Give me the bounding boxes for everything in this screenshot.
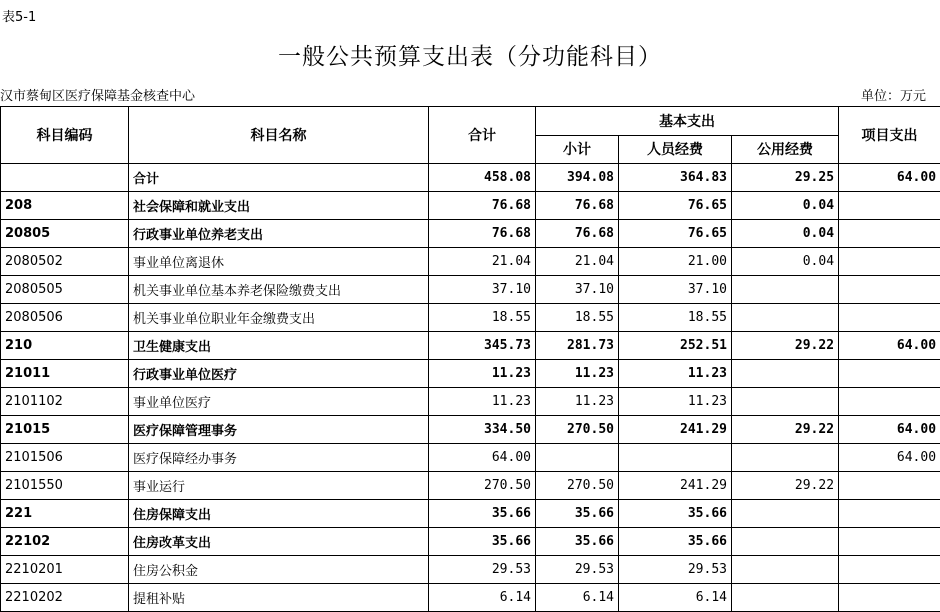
cell-code: 2101506	[1, 444, 129, 472]
unit-name: 汉市蔡甸区医疗保障基金核查中心	[0, 85, 195, 104]
cell-public	[732, 444, 839, 472]
cell-name: 医疗保障管理事务	[129, 416, 429, 444]
cell-public	[732, 276, 839, 304]
table-row	[1, 388, 940, 416]
cell-subtotal: 18.55	[536, 304, 619, 332]
cell-public	[732, 556, 839, 584]
header-subtotal: 小计	[536, 135, 619, 164]
cell-total: 458.08	[429, 164, 536, 192]
cell-code: 2101102	[1, 388, 129, 416]
cell-personnel: 11.23	[619, 388, 732, 416]
cell-personnel: 11.23	[619, 360, 732, 388]
table-row	[1, 528, 940, 556]
cell-total: 11.23	[429, 360, 536, 388]
cell-name: 住房改革支出	[129, 528, 429, 556]
table-row	[1, 360, 940, 388]
cell-project	[839, 584, 940, 612]
unit-label: 单位：万元	[861, 85, 926, 104]
header-name: 科目名称	[129, 107, 429, 164]
cell-public: 29.25	[732, 164, 839, 192]
cell-project: 64.00	[839, 164, 940, 192]
cell-total: 270.50	[429, 472, 536, 500]
cell-total: 18.55	[429, 304, 536, 332]
cell-personnel: 252.51	[619, 332, 732, 360]
cell-personnel	[619, 444, 732, 472]
table-row	[1, 500, 940, 528]
cell-name: 社会保障和就业支出	[129, 192, 429, 220]
cell-total: 334.50	[429, 416, 536, 444]
table-row	[1, 556, 940, 584]
cell-public	[732, 584, 839, 612]
cell-subtotal: 270.50	[536, 416, 619, 444]
cell-personnel: 35.66	[619, 500, 732, 528]
table-row	[1, 248, 940, 276]
table-row	[1, 444, 940, 472]
header-basic: 基本支出	[536, 107, 839, 136]
header-total: 合计	[429, 107, 536, 164]
cell-project	[839, 360, 940, 388]
cell-subtotal: 11.23	[536, 388, 619, 416]
cell-subtotal: 281.73	[536, 332, 619, 360]
cell-name: 机关事业单位职业年金缴费支出	[129, 304, 429, 332]
cell-personnel: 37.10	[619, 276, 732, 304]
cell-code: 210	[1, 332, 129, 360]
table-row	[1, 164, 940, 192]
cell-project	[839, 556, 940, 584]
cell-name: 医疗保障经办事务	[129, 444, 429, 472]
cell-public	[732, 304, 839, 332]
cell-subtotal: 76.68	[536, 192, 619, 220]
cell-public: 29.22	[732, 332, 839, 360]
cell-name: 提租补贴	[129, 584, 429, 612]
table-row	[1, 584, 940, 612]
table-body	[1, 164, 940, 612]
cell-subtotal: 11.23	[536, 360, 619, 388]
table-row	[1, 416, 940, 444]
cell-code: 2080506	[1, 304, 129, 332]
cell-name: 卫生健康支出	[129, 332, 429, 360]
cell-total: 76.68	[429, 192, 536, 220]
cell-project	[839, 192, 940, 220]
cell-total: 76.68	[429, 220, 536, 248]
cell-personnel: 76.65	[619, 220, 732, 248]
cell-project	[839, 276, 940, 304]
table-row	[1, 472, 940, 500]
cell-project	[839, 248, 940, 276]
cell-code: 2080505	[1, 276, 129, 304]
cell-public: 0.04	[732, 248, 839, 276]
cell-code: 20805	[1, 220, 129, 248]
cell-code: 2080502	[1, 248, 129, 276]
cell-total: 11.23	[429, 388, 536, 416]
cell-name: 行政事业单位医疗	[129, 360, 429, 388]
cell-subtotal: 6.14	[536, 584, 619, 612]
cell-project	[839, 220, 940, 248]
cell-subtotal: 37.10	[536, 276, 619, 304]
cell-project	[839, 500, 940, 528]
table-row	[1, 332, 940, 360]
cell-public	[732, 360, 839, 388]
cell-public	[732, 500, 839, 528]
cell-subtotal: 35.66	[536, 500, 619, 528]
cell-name: 住房保障支出	[129, 500, 429, 528]
cell-code: 2101550	[1, 472, 129, 500]
cell-personnel: 76.65	[619, 192, 732, 220]
cell-code: 21015	[1, 416, 129, 444]
cell-total: 345.73	[429, 332, 536, 360]
cell-subtotal: 35.66	[536, 528, 619, 556]
cell-code: 22102	[1, 528, 129, 556]
cell-name: 事业单位离退休	[129, 248, 429, 276]
table-row	[1, 220, 940, 248]
cell-personnel: 364.83	[619, 164, 732, 192]
cell-personnel: 18.55	[619, 304, 732, 332]
cell-name: 行政事业单位养老支出	[129, 220, 429, 248]
cell-subtotal: 21.04	[536, 248, 619, 276]
cell-project	[839, 388, 940, 416]
cell-name: 事业运行	[129, 472, 429, 500]
cell-subtotal: 76.68	[536, 220, 619, 248]
cell-personnel: 21.00	[619, 248, 732, 276]
cell-subtotal: 29.53	[536, 556, 619, 584]
header-personnel: 人员经费	[619, 135, 732, 164]
cell-project	[839, 304, 940, 332]
table-row	[1, 304, 940, 332]
cell-total: 35.66	[429, 500, 536, 528]
cell-project	[839, 472, 940, 500]
cell-code: 21011	[1, 360, 129, 388]
cell-code: 208	[1, 192, 129, 220]
cell-total: 64.00	[429, 444, 536, 472]
cell-subtotal: 270.50	[536, 472, 619, 500]
cell-subtotal	[536, 444, 619, 472]
cell-code: 221	[1, 500, 129, 528]
cell-total: 21.04	[429, 248, 536, 276]
cell-name: 合计	[129, 164, 429, 192]
header-project: 项目支出	[839, 107, 940, 164]
cell-subtotal: 394.08	[536, 164, 619, 192]
cell-project: 64.00	[839, 444, 940, 472]
cell-personnel: 6.14	[619, 584, 732, 612]
header-public: 公用经费	[732, 135, 839, 164]
cell-personnel: 29.53	[619, 556, 732, 584]
table-row	[1, 192, 940, 220]
cell-total: 37.10	[429, 276, 536, 304]
cell-project	[839, 528, 940, 556]
cell-personnel: 35.66	[619, 528, 732, 556]
table-row	[1, 276, 940, 304]
expenditure-table	[0, 106, 940, 612]
cell-code	[1, 164, 129, 192]
cell-name: 机关事业单位基本养老保险缴费支出	[129, 276, 429, 304]
cell-personnel: 241.29	[619, 416, 732, 444]
cell-total: 29.53	[429, 556, 536, 584]
cell-public: 0.04	[732, 192, 839, 220]
cell-public: 0.04	[732, 220, 839, 248]
cell-public: 29.22	[732, 472, 839, 500]
cell-total: 35.66	[429, 528, 536, 556]
cell-total: 6.14	[429, 584, 536, 612]
cell-name: 住房公积金	[129, 556, 429, 584]
cell-name: 事业单位医疗	[129, 388, 429, 416]
cell-code: 2210201	[1, 556, 129, 584]
cell-public: 29.22	[732, 416, 839, 444]
page-title: 一般公共预算支出表（分功能科目）	[0, 38, 940, 71]
cell-project: 64.00	[839, 332, 940, 360]
cell-personnel: 241.29	[619, 472, 732, 500]
cell-public	[732, 528, 839, 556]
cell-project: 64.00	[839, 416, 940, 444]
cell-public	[732, 388, 839, 416]
cell-code: 2210202	[1, 584, 129, 612]
header-code: 科目编码	[1, 107, 129, 164]
table-number: 表5-1	[2, 6, 36, 25]
